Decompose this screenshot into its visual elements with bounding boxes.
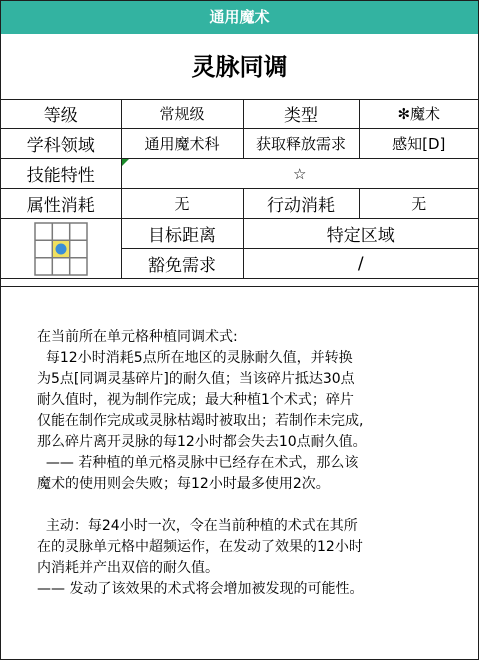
level-label: 等级 (1, 99, 121, 129)
row-level (1, 99, 478, 129)
type-value: ✻魔术 (359, 99, 478, 129)
spell-title: 灵脉同调 (1, 35, 478, 100)
attribute-cost-label: 属性消耗 (1, 189, 121, 219)
description-line: 耐久值时，视为制作完成；最大种植1个术式；碎片 (37, 392, 354, 408)
field-value: 通用魔术科 (121, 129, 243, 159)
description-line: 在的灵脉单元格中超频运作，在发动了效果的12小时 (37, 539, 363, 555)
trait-label: 技能特性 (1, 159, 121, 189)
description-line: 主动：每24小时一次，令在当前种植的术式在其所 (37, 518, 358, 534)
trait-value: ☆ (121, 159, 478, 189)
target-distance-label: 目标距离 (121, 219, 243, 249)
description-line: 仅能在制作完成或灵脉枯竭时被取出；若制作未完成, (37, 413, 364, 429)
description-line: 在当前所在单元格种植同调术式: (37, 329, 238, 345)
type-label: 类型 (243, 99, 359, 129)
category-banner (1, 1, 478, 34)
field-label: 学科领域 (1, 129, 121, 159)
range-diagram (1, 219, 121, 279)
immunity-value: / (243, 249, 478, 279)
description-spacer (37, 495, 442, 516)
category-label: 通用魔术 (209, 8, 270, 26)
description-line: —— 若种植的单元格灵脉中已经存在术式，那么该 (37, 455, 359, 471)
row-target (1, 219, 478, 249)
row-trait (1, 159, 478, 189)
level-value: 常规级 (121, 99, 243, 129)
range-grid-icon (34, 222, 88, 276)
description-line: 内消耗并产出双倍的耐久值。 (37, 560, 219, 576)
requirement-label: 获取释放需求 (243, 129, 359, 159)
immunity-label: 豁免需求 (121, 249, 243, 279)
action-cost-label: 行动消耗 (243, 189, 359, 219)
description-line: 魔术的使用则会失败；每12小时最多使用2次。 (37, 476, 330, 492)
description-line: 每12小时消耗5点所在地区的灵脉耐久值，并转换 (37, 350, 353, 366)
requirement-value: 感知[D] (359, 129, 478, 159)
description-line: 为5点[同调灵基碎片]的耐久值；当该碎片抵达30点 (37, 371, 355, 387)
description-line: —— 发动了该效果的术式将会增加被发现的可能性。 (37, 581, 364, 597)
row-cost (1, 189, 478, 219)
target-distance-value: 特定区域 (243, 219, 478, 249)
description-text (37, 327, 442, 600)
description-line: 那么碎片离开灵脉的每12小时都会失去10点耐久值。 (37, 434, 367, 450)
description-panel (1, 286, 478, 659)
attribute-cost-value: 无 (121, 189, 243, 219)
row-field (1, 129, 478, 159)
attribute-table (1, 99, 478, 279)
action-cost-value: 无 (359, 189, 478, 219)
